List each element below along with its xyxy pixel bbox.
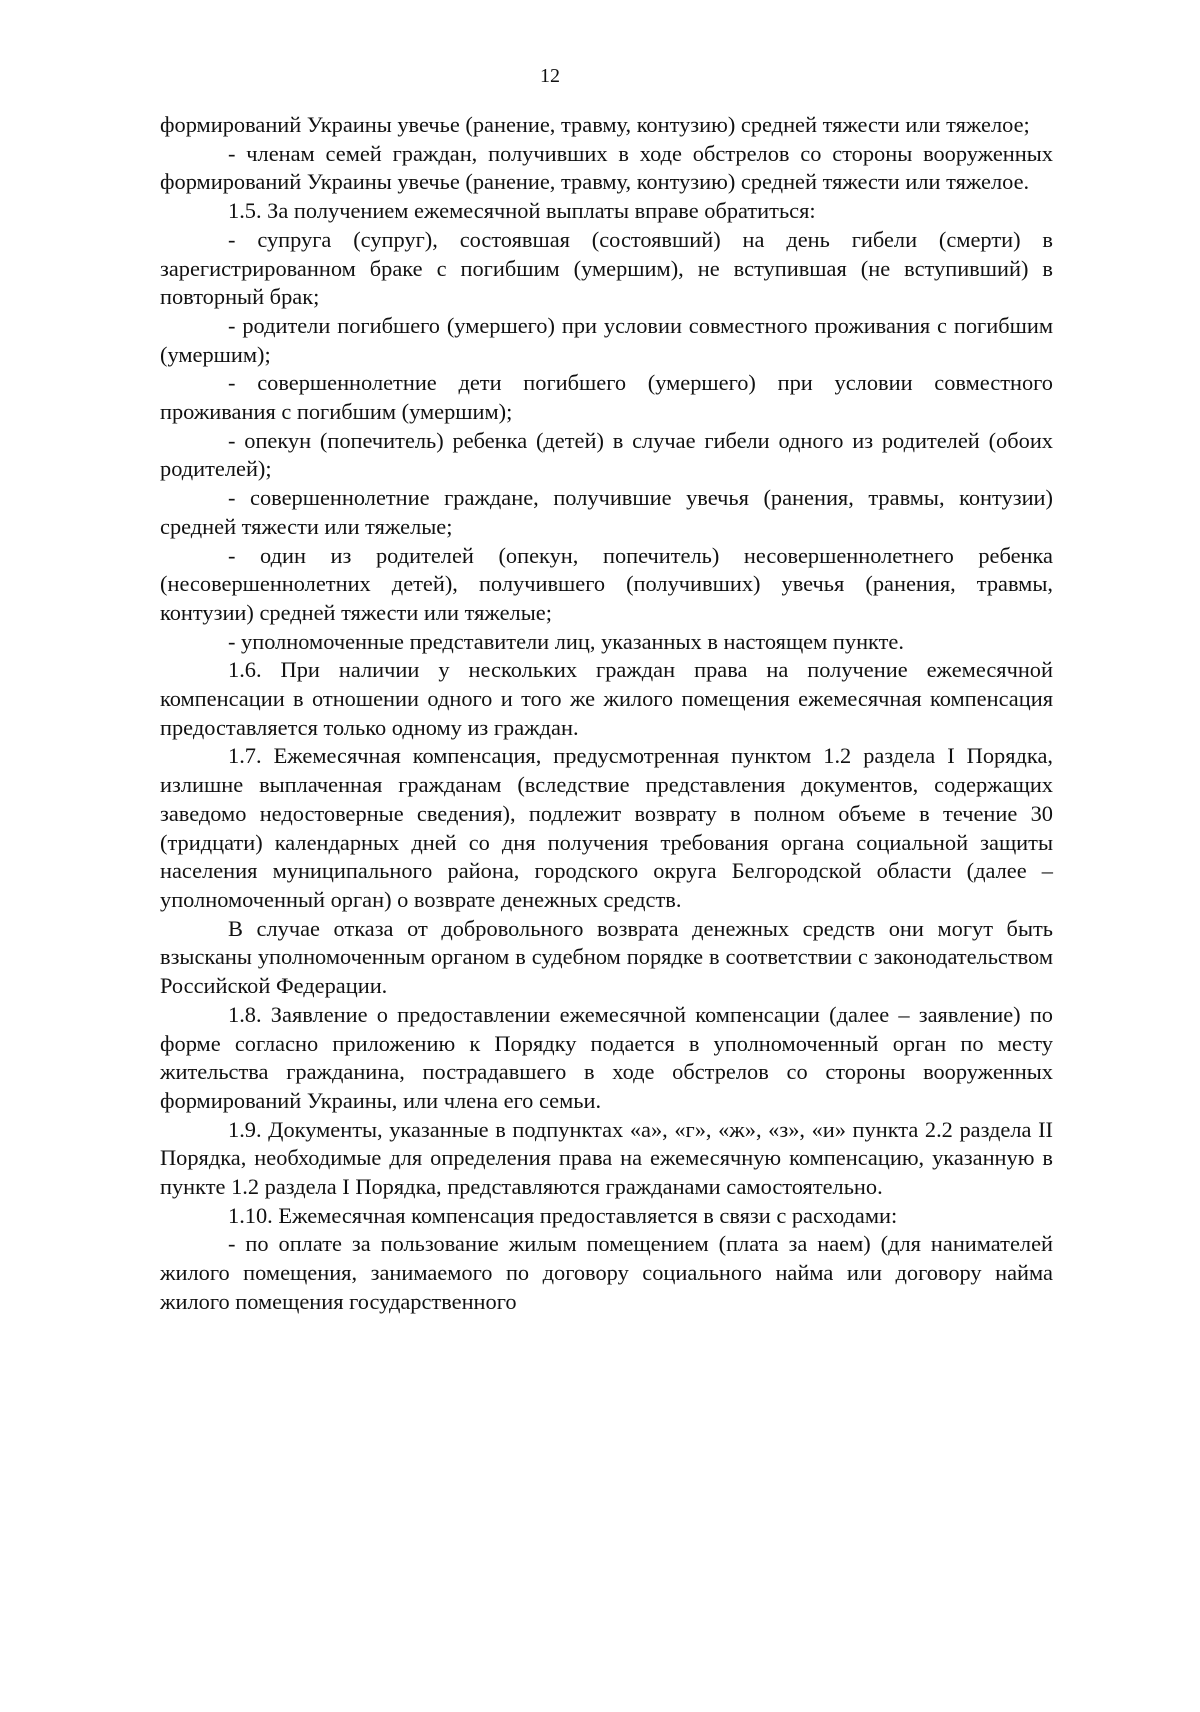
paragraph: 1.10. Ежемесячная компенсация предоставляется в связи с расходами:: [228, 1202, 898, 1228]
paragraph: - совершеннолетние граждане, получившие увечья (ранения, травмы, контузии) средней тяжести или тяжелые;: [160, 485, 1053, 539]
paragraph: 1.5. За получением ежемесячной выплаты вправе обратиться:: [228, 198, 816, 224]
paragraph: 1.6. При наличии у нескольких граждан права на получение ежемесячной компенсации в отношении одного и того же жилого помещения ежемесячная компенсация предоставляется только одному из граждан.: [160, 657, 1053, 740]
paragraph: - совершеннолетние дети погибшего (умершего) при условии совместного проживания с погибшим (умершим);: [160, 370, 1053, 425]
document-body: [160, 111, 1053, 1317]
paragraph: - по оплате за пользование жилым помещением (плата за наем) (для нанимателей жилого помещения, занимаемого по договору социального найма или договору найма жилого помещения государственного: [160, 1231, 1053, 1314]
page-number: 12: [540, 65, 560, 87]
paragraph: 1.8. Заявление о предоставлении ежемесячной компенсации (далее – заявление) по форме согласно приложению к Порядку подается в уполномоченный орган по месту жительства гражданина, пострадавшего в ходе обстрелов со стороны вооруженных формирований Украины, или члена его семьи.: [160, 1001, 1053, 1113]
paragraph: - опекун (попечитель) ребенка (детей) в случае гибели одного из родителей (обоих родителей);: [160, 427, 1053, 482]
paragraph: 1.7. Ежемесячная компенсация, предусмотренная пунктом 1.2 раздела I Порядка, излишне выплаченная гражданам (вследствие представления документов, содержащих заведомо недостоверные сведения), подлежит возврату в полном объеме в течение 30 (тридцати) календарных дней со дня получения требования органа социальной защиты населения муниципального района, городского округа Белгородской области (далее – уполномоченный орган) о возврате денежных средств.: [160, 743, 1053, 912]
paragraph: - один из родителей (опекун, попечитель) несовершеннолетнего ребенка (несовершеннолетних детей), получившего (получивших) увечья (ранения, травмы, контузии) средней тяжести или тяжелые;: [160, 542, 1053, 625]
paragraph: 1.9. Документы, указанные в подпунктах «а», «г», «ж», «з», «и» пункта 2.2 раздела II Порядка, необходимые для определения права на ежемесячную компенсацию, указанную в пункте 1.2 раздела I Порядка, представляются гражданами самостоятельно.: [160, 1116, 1053, 1200]
paragraph: - супруга (супруг), состоявшая (состоявший) на день гибели (смерти) в зарегистрированном браке с погибшим (умершим), не вступившая (не вступивший) в повторный брак;: [160, 226, 1053, 310]
paragraph: - уполномоченные представители лиц, указанных в настоящем пункте.: [228, 628, 904, 654]
paragraph: - членам семей граждан, получивших в ходе обстрелов со стороны вооруженных формирований Украины увечье (ранение, травму, контузию) средней тяжести или тяжелое.: [160, 140, 1053, 195]
paragraph: - родители погибшего (умершего) при условии совместного проживания с погибшим (умершим);: [160, 312, 1053, 367]
paragraph: формирований Украины увечье (ранение, травму, контузию) средней тяжести или тяжелое;: [160, 112, 1030, 137]
paragraph: В случае отказа от добровольного возврата денежных средств они могут быть взысканы уполномоченным органом в судебном порядке в соответствии с законодательством Российской Федерации.: [160, 915, 1053, 999]
